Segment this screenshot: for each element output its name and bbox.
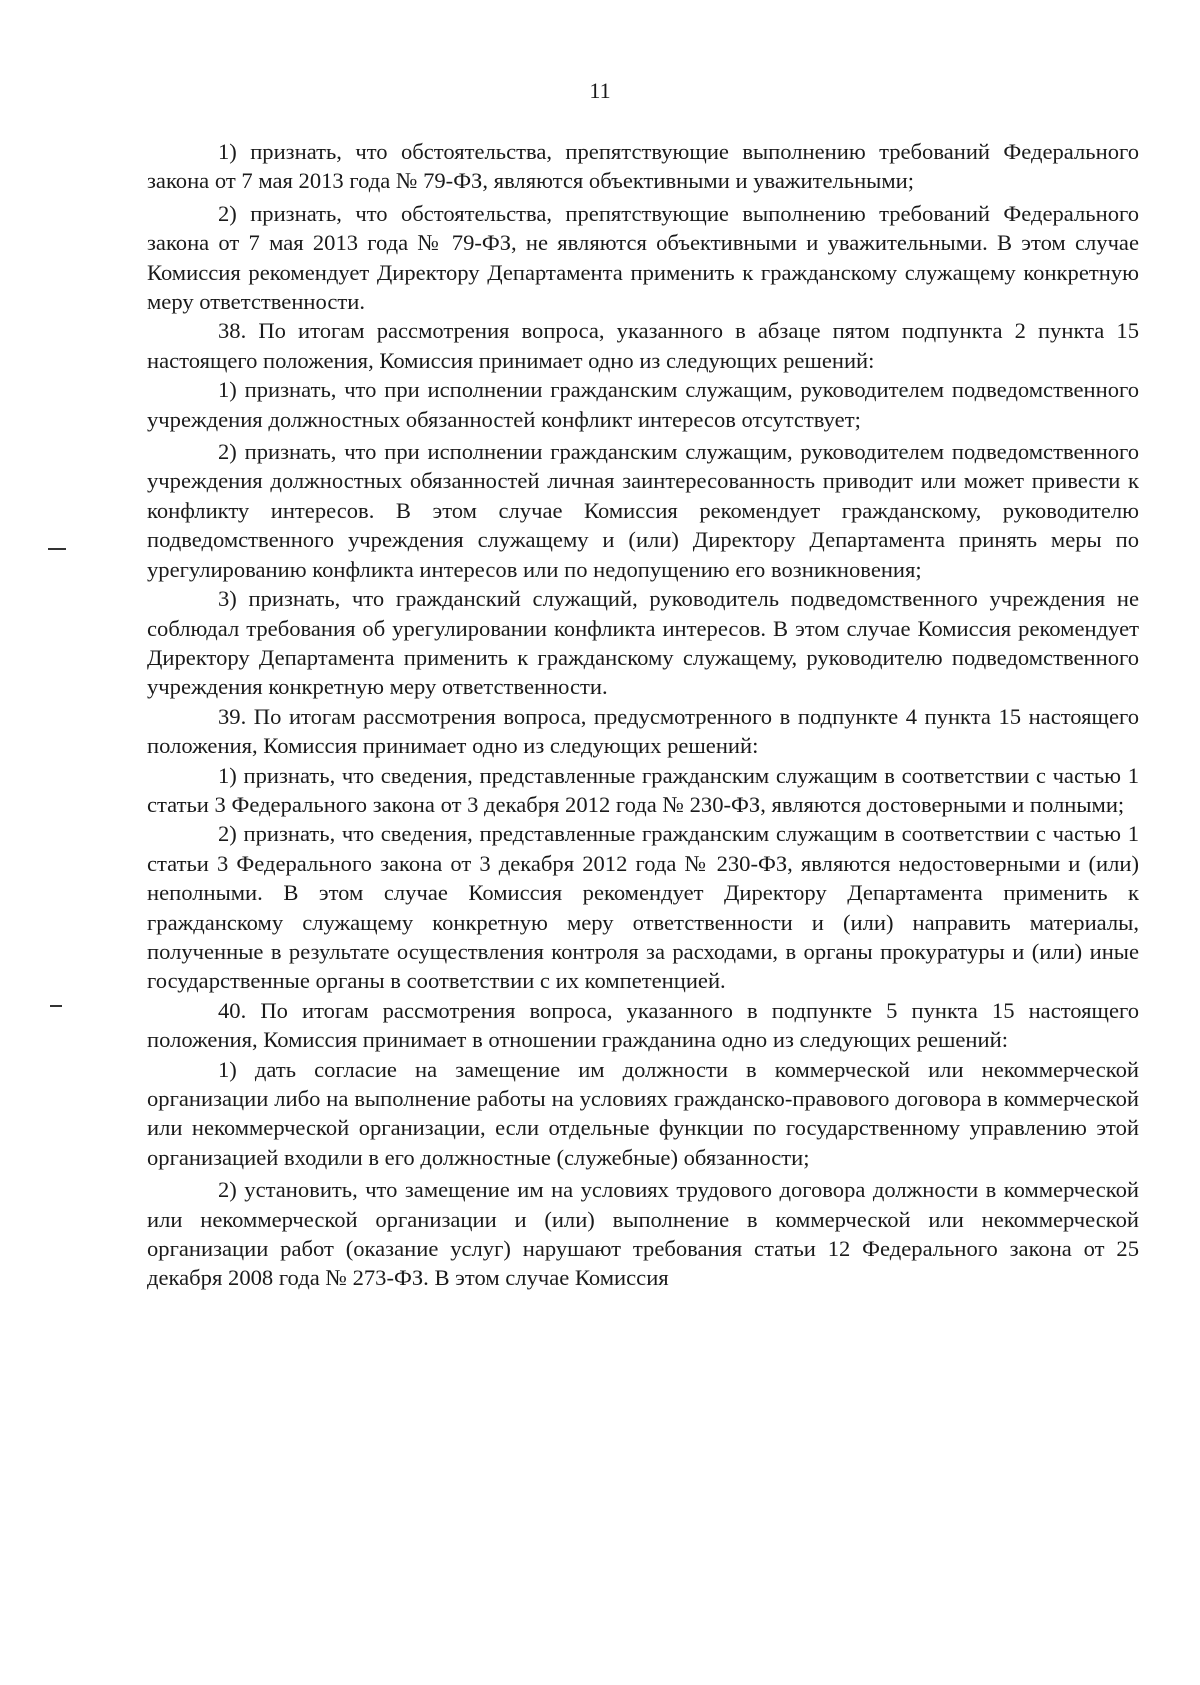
paragraph: 40. По итогам рассмотрения вопроса, указанного в подпункте 5 пункта 15 настоящего положения, Комиссия принимает в отношении гражданина одно из следующих решений: bbox=[147, 997, 1139, 1053]
paragraph: 3) признать, что гражданский служащий, руководитель подведомственного учреждения не соблюдал требования об урегулировании конфликта интересов. В этом случае Комиссия рекомендует Директору Департамента применить к гражданскому служащему, руководителю подведомственного учреждения конкретную меру ответственности. bbox=[147, 586, 1139, 700]
paragraph: 2) признать, что при исполнении гражданским служащим, руководителем подведомственного учреждения должностных обязанностей личная заинтересованность приводит или может привести к конфликту интересов. В этом случае Комиссия рекомендует гражданскому, руководителю подведомственного учреждения служащему и (или) Директору Департамента принять меры по урегулированию конфликта интересов или по недопущению его возникновения; bbox=[147, 439, 1139, 582]
paragraph: 2) признать, что обстоятельства, препятствующие выполнению требований Федерального закона от 7 мая 2013 года № 79-ФЗ, не являются объективными и уважительными. В этом случае Комиссия рекомендует Директору Департамента применить к гражданскому служащему конкретную меру ответственности. bbox=[147, 200, 1139, 315]
margin-mark bbox=[50, 1005, 62, 1007]
paragraph: 38. По итогам рассмотрения вопроса, указанного в абзаце пятом подпункта 2 пункта 15 настоящего положения, Комиссия принимает одно из следующих решений: bbox=[147, 318, 1139, 373]
paragraph: 1) дать согласие на замещение им должности в коммерческой или некоммерческой организации либо на выполнение работы на условиях гражданско-правового договора в коммерческой или некоммерческой организации, если отдельные функции по государственному управлению этой организацией входили в его должностные (служебные) обязанности; bbox=[147, 1056, 1139, 1170]
paragraph: 1) признать, что обстоятельства, препятствующие выполнению требований Федерального закона от 7 мая 2013 года № 79-ФЗ, являются объективными и уважительными; bbox=[147, 139, 1139, 194]
document-body bbox=[147, 137, 1139, 1293]
paragraph: 1) признать, что сведения, представленные гражданским служащим в соответствии с частью 1 статьи 3 Федерального закона от 3 декабря 2012 года № 230-ФЗ, являются достоверными и полными; bbox=[147, 762, 1139, 817]
paragraph: 1) признать, что при исполнении гражданским служащим, руководителем подведомственного учреждения должностных обязанностей конфликт интересов отсутствует; bbox=[147, 377, 1139, 432]
paragraph: 2) установить, что замещение им на условиях трудового договора должности в коммерческой или некоммерческой организации и (или) выполнение в коммерческой или некоммерческой организации работ (оказание услуг) нарушают требования статьи 12 Федерального закона от 25 декабря 2008 года № 273-ФЗ. В этом случае Комиссия bbox=[147, 1177, 1139, 1291]
paragraph: 39. По итогам рассмотрения вопроса, предусмотренного в подпункте 4 пункта 15 настоящего положения, Комиссия принимает одно из следующих решений: bbox=[147, 703, 1139, 759]
margin-mark bbox=[48, 548, 66, 550]
page-number: 11 bbox=[589, 78, 611, 103]
paragraph: 2) признать, что сведения, представленные гражданским служащим в соответствии с частью 1 статьи 3 Федерального закона от 3 декабря 2012 года № 230-ФЗ, являются недостоверными и (или) неполными. В этом случае Комиссия рекомендует Директору Департамента применить к гражданскому служащему конкретную меру ответственности и (или) направить материалы, полученные в результате осуществления контроля за расходами, в органы прокуратуры и (или) иные государственные органы в соответствии с их компетенцией. bbox=[147, 821, 1139, 994]
